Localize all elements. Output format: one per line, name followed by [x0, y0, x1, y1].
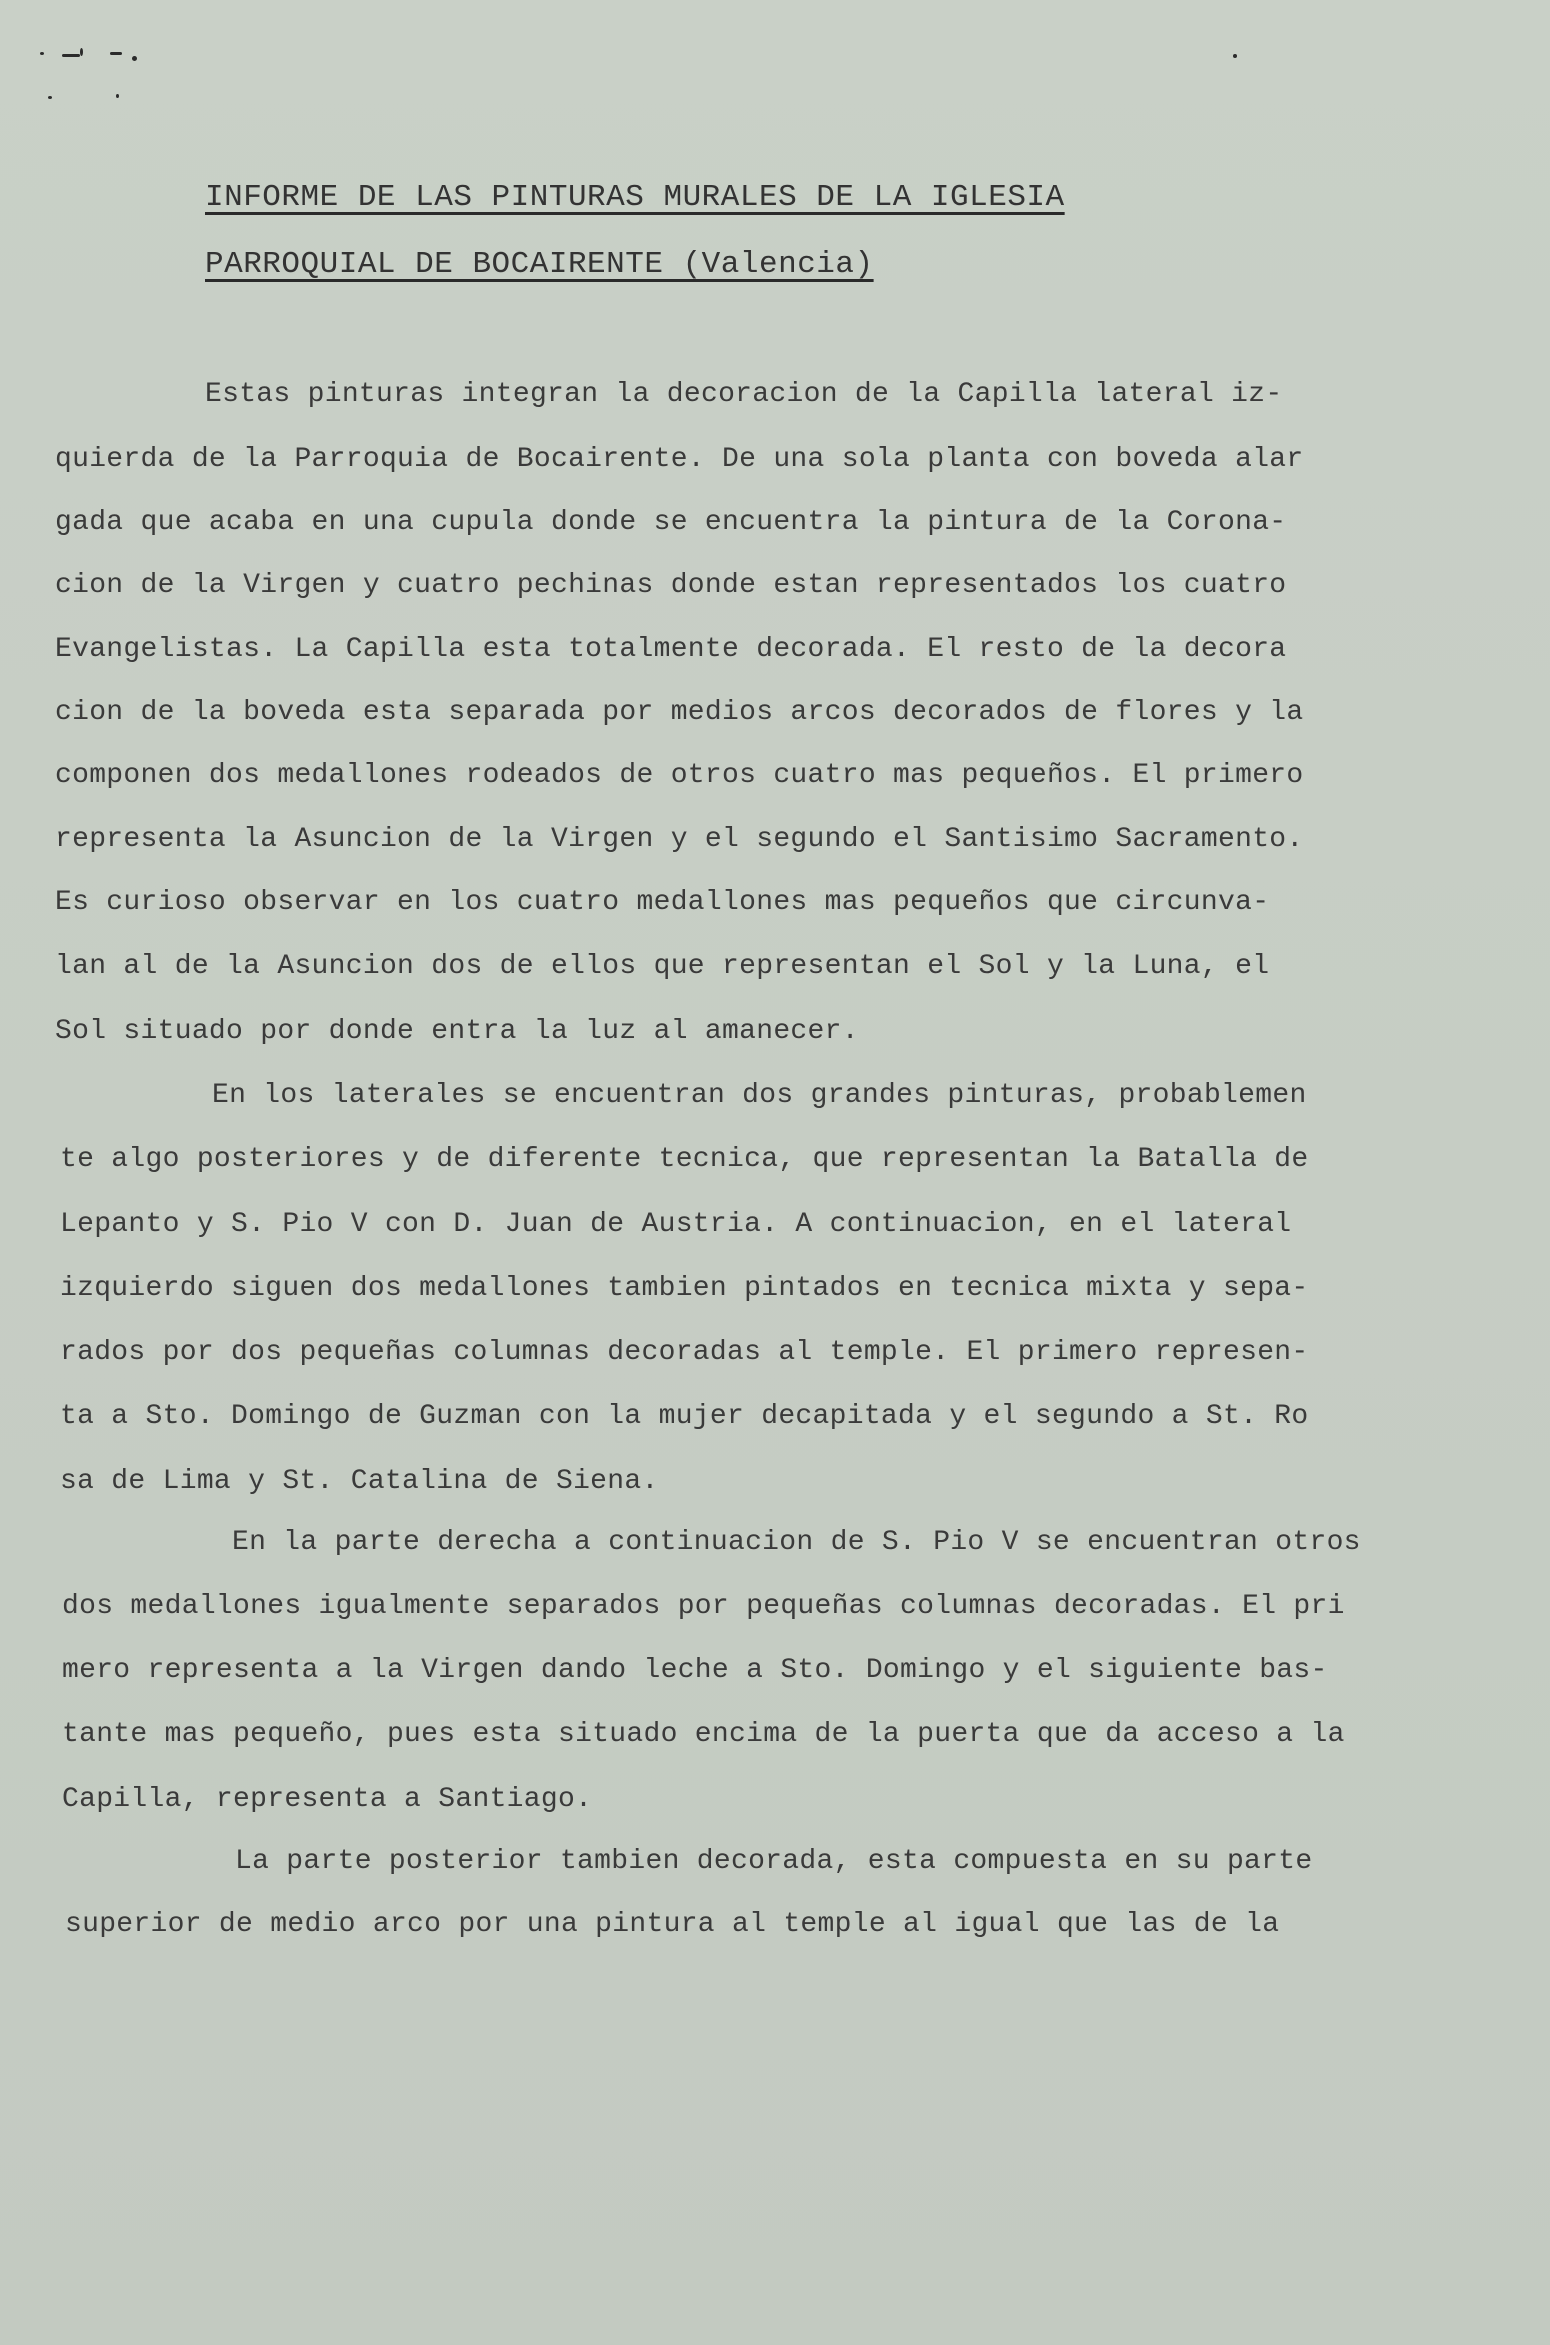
text-line: mero representa a la Virgen dando leche a Sto. Domingo y el siguiente bas- [62, 1655, 1328, 1686]
document-title-line-2 [205, 245, 874, 285]
text-line: En los laterales se encuentran dos grandes pinturas, probablemen [212, 1080, 1307, 1111]
ink-speck [116, 94, 119, 98]
text-line: izquierdo siguen dos medallones tambien pintados en tecnica mixta y sepa- [60, 1273, 1309, 1304]
text-line: lan al de la Asuncion dos de ellos que representan el Sol y la Luna, el [55, 951, 1270, 982]
text-line: dos medallones igualmente separados por pequeñas columnas decoradas. El pri [62, 1591, 1345, 1622]
text-line: quierda de la Parroquia de Bocairente. De una sola planta con boveda alar [55, 444, 1304, 475]
text-line: cion de la Virgen y cuatro pechinas donde estan representados los cuatro [55, 570, 1287, 601]
text-line: tante mas pequeño, pues esta situado encima de la puerta que da acceso a la [62, 1719, 1345, 1750]
document-title-text: INFORME DE LAS PINTURAS MURALES DE LA IGLESIA [205, 180, 1065, 215]
text-line: superior de medio arco por una pintura al temple al igual que las de la [65, 1909, 1280, 1940]
text-line: gada que acaba en una cupula donde se encuentra la pintura de la Corona- [55, 507, 1287, 538]
text-line: cion de la boveda esta separada por medios arcos decorados de flores y la [55, 697, 1304, 728]
ink-speck [40, 52, 44, 55]
text-line: Lepanto y S. Pio V con D. Juan de Austria. A continuacion, en el lateral [60, 1209, 1292, 1240]
text-line: La parte posterior tambien decorada, esta compuesta en su parte [235, 1846, 1313, 1877]
ink-speck [80, 48, 83, 56]
ink-speck [132, 56, 137, 61]
ink-speck [110, 52, 122, 55]
text-line: te algo posteriores y de diferente tecnica, que representan la Batalla de [60, 1144, 1309, 1175]
text-line: ta a Sto. Domingo de Guzman con la mujer decapitada y el segundo a St. Ro [60, 1401, 1309, 1432]
text-line: rados por dos pequeñas columnas decoradas al temple. El primero represen- [60, 1337, 1309, 1368]
text-line: sa de Lima y St. Catalina de Siena. [60, 1466, 659, 1497]
text-line: Capilla, representa a Santiago. [62, 1784, 593, 1815]
ink-speck [62, 54, 80, 57]
text-line: Es curioso observar en los cuatro medallones mas pequeños que circunva- [55, 887, 1270, 918]
text-line: representa la Asuncion de la Virgen y el segundo el Santisimo Sacramento. [55, 824, 1304, 855]
text-line: En la parte derecha a continuacion de S. Pio V se encuentran otros [232, 1527, 1361, 1558]
document-title-text: PARROQUIAL DE BOCAIRENTE (Valencia) [205, 247, 874, 282]
ink-speck [1233, 54, 1237, 58]
text-line: Sol situado por donde entra la luz al amanecer. [55, 1016, 859, 1047]
text-line: componen dos medallones rodeados de otros cuatro mas pequeños. El primero [55, 760, 1304, 791]
text-line: Evangelistas. La Capilla esta totalmente decorada. El resto de la decora [55, 634, 1287, 665]
ink-speck [48, 96, 52, 99]
document-title-line-1 [205, 178, 1065, 218]
text-line: Estas pinturas integran la decoracion de la Capilla lateral iz- [205, 379, 1283, 410]
